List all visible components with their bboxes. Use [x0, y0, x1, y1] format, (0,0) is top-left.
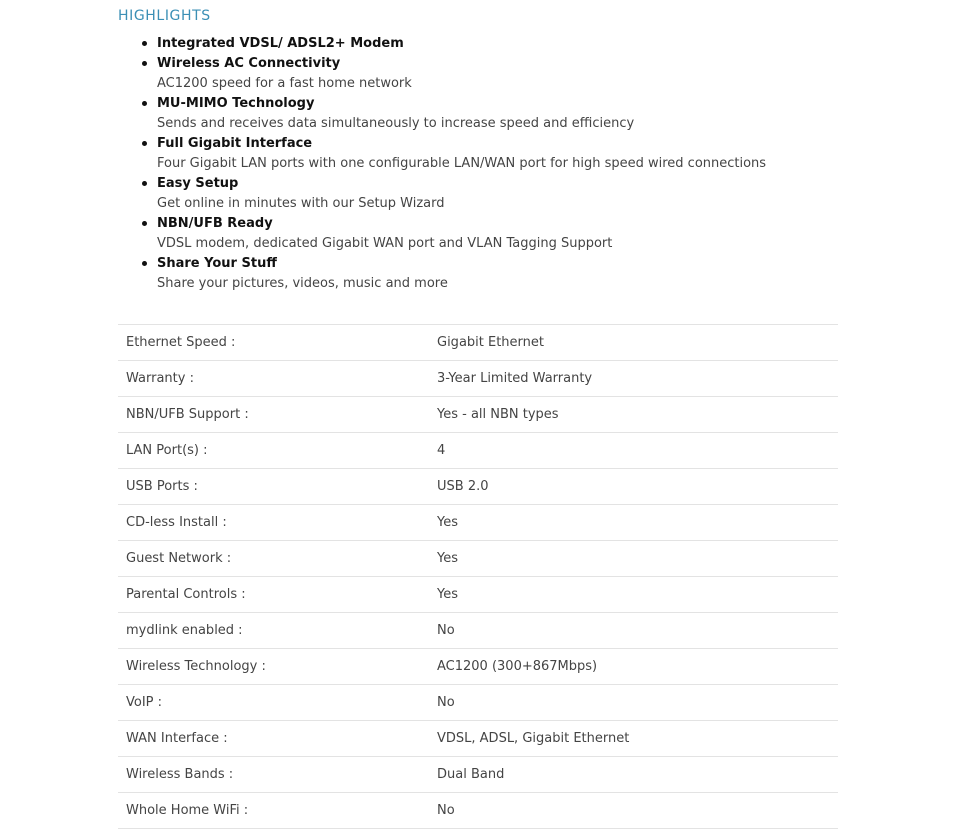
highlight-title: NBN/UFB Ready	[157, 216, 273, 231]
specifications-table	[118, 324, 838, 829]
highlight-title: Easy Setup	[157, 176, 239, 191]
spec-label: CD-less Install :	[118, 505, 429, 541]
spec-label: Parental Controls :	[118, 577, 429, 613]
highlight-title: Integrated VDSL/ ADSL2+ Modem	[157, 36, 404, 51]
spec-row	[118, 721, 838, 757]
highlight-item	[140, 254, 820, 294]
spec-label: Ethernet Speed :	[118, 325, 429, 361]
spec-label: Wireless Technology :	[118, 649, 429, 685]
spec-value: Yes - all NBN types	[429, 397, 838, 433]
highlight-title: Wireless AC Connectivity	[157, 56, 341, 71]
spec-value: Dual Band	[429, 757, 838, 793]
bullet-icon	[142, 181, 147, 186]
spec-row	[118, 793, 838, 829]
spec-label: USB Ports :	[118, 469, 429, 505]
spec-label: Whole Home WiFi :	[118, 793, 429, 829]
spec-row	[118, 397, 838, 433]
bullet-icon	[142, 41, 147, 46]
spec-row	[118, 757, 838, 793]
highlight-description: AC1200 speed for a fast home network	[157, 76, 412, 91]
highlight-item	[140, 214, 820, 254]
spec-label: LAN Port(s) :	[118, 433, 429, 469]
highlight-description: Four Gigabit LAN ports with one configurable LAN/WAN port for high speed wired connections	[157, 156, 767, 171]
bullet-icon	[142, 101, 147, 106]
spec-value: No	[429, 685, 838, 721]
spec-value: USB 2.0	[429, 469, 838, 505]
spec-row	[118, 613, 838, 649]
highlight-title: MU-MIMO Technology	[157, 96, 315, 111]
highlight-item	[140, 94, 820, 134]
spec-value: VDSL, ADSL, Gigabit Ethernet	[429, 721, 838, 757]
spec-row	[118, 361, 838, 397]
highlight-item	[140, 174, 820, 214]
highlight-item	[140, 134, 820, 174]
spec-row	[118, 685, 838, 721]
bullet-icon	[142, 221, 147, 226]
spec-value: No	[429, 793, 838, 829]
spec-value: Yes	[429, 541, 838, 577]
spec-value: AC1200 (300+867Mbps)	[429, 649, 838, 685]
highlight-description: Get online in minutes with our Setup Wizard	[157, 196, 445, 211]
spec-row	[118, 649, 838, 685]
spec-label: VoIP :	[118, 685, 429, 721]
spec-label: NBN/UFB Support :	[118, 397, 429, 433]
spec-row	[118, 433, 838, 469]
highlights-heading: HIGHLIGHTS	[118, 8, 211, 24]
spec-row	[118, 325, 838, 361]
bullet-icon	[142, 141, 147, 146]
spec-value: Yes	[429, 505, 838, 541]
highlights-list	[140, 34, 820, 294]
bullet-icon	[142, 261, 147, 266]
spec-label: Warranty :	[118, 361, 429, 397]
highlight-item	[140, 34, 820, 54]
spec-value: 3-Year Limited Warranty	[429, 361, 838, 397]
spec-label: Wireless Bands :	[118, 757, 429, 793]
spec-row	[118, 469, 838, 505]
spec-value: 4	[429, 433, 838, 469]
spec-label: Guest Network :	[118, 541, 429, 577]
spec-label: WAN Interface :	[118, 721, 429, 757]
highlight-description: VDSL modem, dedicated Gigabit WAN port and VLAN Tagging Support	[157, 236, 613, 251]
highlight-description: Share your pictures, videos, music and more	[157, 276, 448, 291]
spec-row	[118, 505, 838, 541]
highlight-title: Share Your Stuff	[157, 256, 277, 271]
spec-row	[118, 577, 838, 613]
bullet-icon	[142, 61, 147, 66]
spec-row	[118, 541, 838, 577]
spec-value: No	[429, 613, 838, 649]
highlight-description: Sends and receives data simultaneously to increase speed and efficiency	[157, 116, 635, 131]
spec-value: Yes	[429, 577, 838, 613]
highlight-item	[140, 54, 820, 94]
highlight-title: Full Gigabit Interface	[157, 136, 313, 151]
spec-label: mydlink enabled :	[118, 613, 429, 649]
spec-value: Gigabit Ethernet	[429, 325, 838, 361]
